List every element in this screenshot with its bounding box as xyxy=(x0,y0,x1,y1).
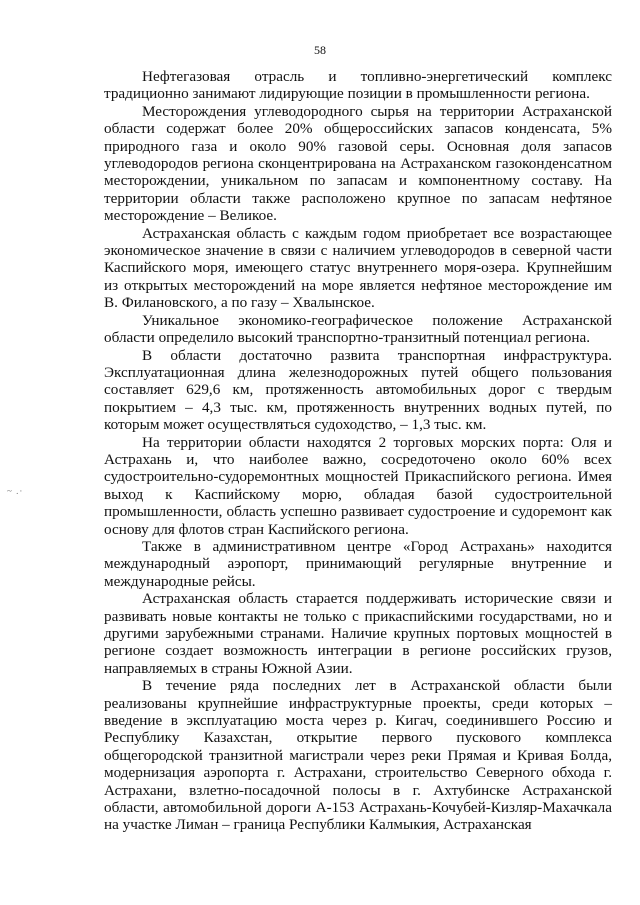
paragraph-international-ties: Астраханская область старается поддерживать исторические связи и развивать новые контакты не только с прикаспийскими государствами, но и другими зарубежными странами. Наличие крупных портовых мощностей в регионе создает возможность интеграции в регионе российских грузов, направляемых в страны Южной Азии. xyxy=(104,590,612,677)
margin-mark: ~ .· xyxy=(7,486,24,496)
paragraph-geographic-position: Уникальное экономико-географическое положение Астраханской области определило высокий транспортно-транзитный потенциал региона. xyxy=(104,311,612,347)
paragraph-oil-gas-industry: Нефтегазовая отрасль и топливно-энергетический комплекс традиционно занимают лидирующие позиции в промышленности региона. xyxy=(104,68,612,103)
paragraph-caspian-sea-fields: Астраханская область с каждым годом приобретает все возрастающее экономическое значение в связи с наличием углеводородов в северной части Каспийского моря, имеющего статус внутреннего моря-озера. Крупнейшим из открытых месторождений на море является нефтяное месторождение им В. Филановского, а по газу – Хвалынское. xyxy=(104,224,612,312)
paragraph-transport-infrastructure: В области достаточно развита транспортная инфраструктура. Эксплуатационная длина железнодорожных путей общего пользования составляет 629,6 км, протяженность автомобильных дорог с твердым покрытием – 4,3 тыс. км, протяженность внутренних водных путей, по которым может осуществляться судоходство, – 1,3 тыс. км. xyxy=(104,346,612,434)
paragraph-infrastructure-projects: В течение ряда последних лет в Астраханской области были реализованы крупнейшие инфраструктурные проекты, среди которых – введение в эксплуатацию моста через р. Кигач, соединившего Россию и Республику Казахстан, открытие первого пускового комплекса общегородской транзитной магистрали через реки Прямая и Кривая Болда, модернизация аэропорта г. Астрахани, строительство Северного обхода г. Астрахани, взлетно-посадочной полосы в г. Ахтубинске Астраханской области, автомобильной дороги А-153 Астрахань-Кочубей-Кизляр-Махачкала на участке Лиман – граница Республики Калмыкия, Астраханская xyxy=(104,677,612,834)
text-body xyxy=(104,68,612,834)
paragraph-hydrocarbon-deposits: Месторождения углеводородного сырья на территории Астраханской области содержат более 20% общероссийских запасов конденсата, 5% природного газа и около 90% газовой серы. Основная доля запасов углеводородов региона сконцентрирована на Астраханском газоконденсатном месторождении, уникальном по запасам и компонентному составу. На территории области также расположено крупное по запасам нефтяное месторождение – Великое. xyxy=(104,102,612,225)
paragraph-airport: Также в административном центре «Город Астрахань» находится международный аэропорт, принимающий регулярные внутренние и международные рейсы. xyxy=(104,537,612,590)
page-number: 58 xyxy=(314,43,326,57)
paragraph-sea-ports: На территории области находятся 2 торговых морских порта: Оля и Астрахань и, что наиболее важно, сосредоточено около 60% всех судостроительно-судоремонтных мощностей Прикаспийского региона. Имея выход к Каспийскому морю, обладая базой судостроительной промышленности, область успешно развивает судостроение и судоремонт как основу для флотов стран Каспийского региона. xyxy=(104,433,612,538)
